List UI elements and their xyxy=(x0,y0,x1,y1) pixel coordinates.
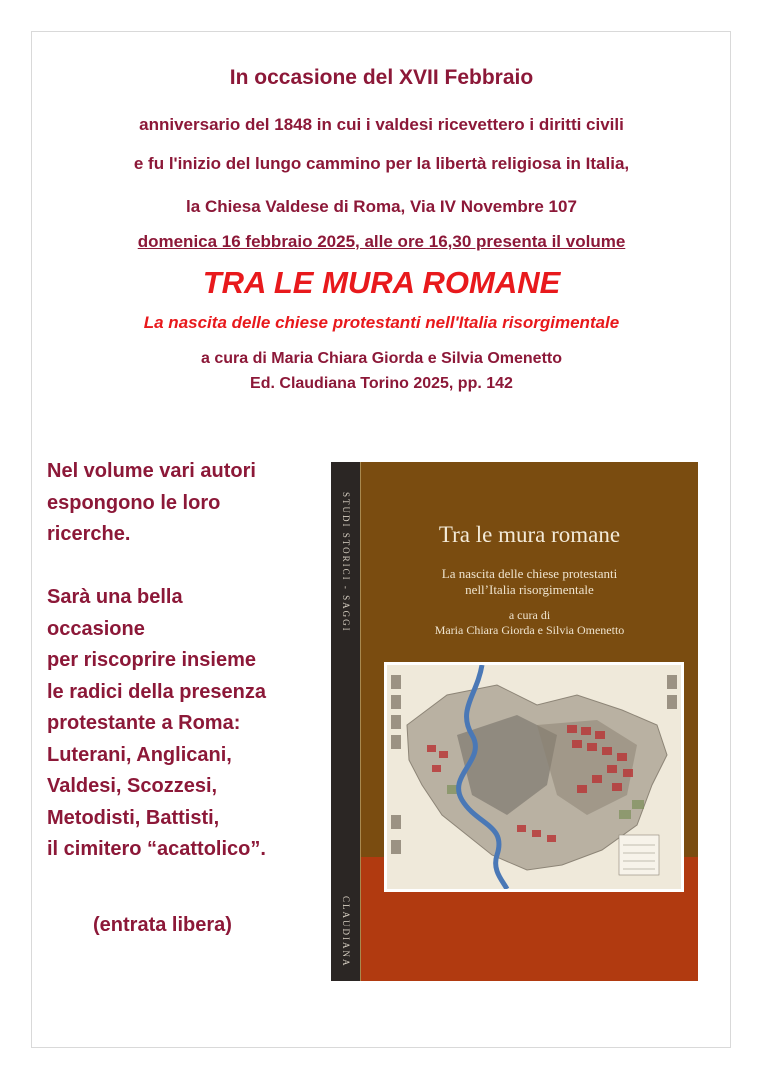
freedom-line: e fu l'inizio del lungo cammino per la libertà religiosa in Italia, xyxy=(133,154,630,173)
series-label: STUDI STORICI - SAGGI xyxy=(341,491,351,633)
edition-line: Ed. Claudiana Torino 2025, pp. 142 xyxy=(250,375,513,392)
cover-subtitle-line: nell’Italia risorgimentale xyxy=(465,582,594,597)
description-line: le radici della presenza xyxy=(47,680,266,703)
description-line: Valdesi, Scozzesi, xyxy=(47,775,218,797)
cover-subtitle xyxy=(361,566,698,598)
headline: In occasione del XVII Febbraio xyxy=(229,66,534,89)
date-line: domenica 16 febbraio 2025, alle ore 16,30 presenta il volume xyxy=(137,232,626,251)
rome-map-illustration xyxy=(384,662,684,892)
cover-curated-by: a cura di xyxy=(508,608,551,622)
description-line: Sarà una bella xyxy=(47,586,183,608)
curators-line: a cura di Maria Chiara Giorda e Silvia Omenetto xyxy=(200,350,562,367)
book-title: TRA LE MURA ROMANE xyxy=(202,265,561,300)
free-entrance-note: (entrata libera) xyxy=(93,914,232,936)
description-line: per riscoprire insieme xyxy=(47,649,256,671)
description-line: Luterani, Anglicani, xyxy=(47,743,232,766)
description-line: protestante a Roma: xyxy=(47,712,241,734)
publisher-label: CLAUDIANA xyxy=(341,896,351,968)
cover-title: Tra le mura romane xyxy=(438,522,621,547)
description-line: espongono le loro xyxy=(47,491,221,514)
map-drawing xyxy=(387,665,681,889)
book-cover-image xyxy=(331,462,698,981)
venue-line: la Chiesa Valdese di Roma, Via IV Novembre 107 xyxy=(186,197,577,216)
cover-curator-names: Maria Chiara Giorda e Silvia Omenetto xyxy=(434,623,625,637)
description-line: ricerche. xyxy=(47,523,131,545)
cover-subtitle-line: La nascita delle chiese protestanti xyxy=(441,566,618,581)
book-subtitle: La nascita delle chiese protestanti nell'Italia risorgimentale xyxy=(143,313,620,332)
description-line: Metodisti, Battisti, xyxy=(47,806,220,829)
description-text xyxy=(47,456,337,866)
description-line: occasione xyxy=(47,617,145,640)
cover-curators xyxy=(361,608,698,638)
anniversary-line: anniversario del 1848 in cui i valdesi ricevettero i diritti civili xyxy=(139,115,624,134)
description-line: Nel volume vari autori xyxy=(47,460,256,482)
description-line: il cimitero “acattolico”. xyxy=(47,838,266,860)
